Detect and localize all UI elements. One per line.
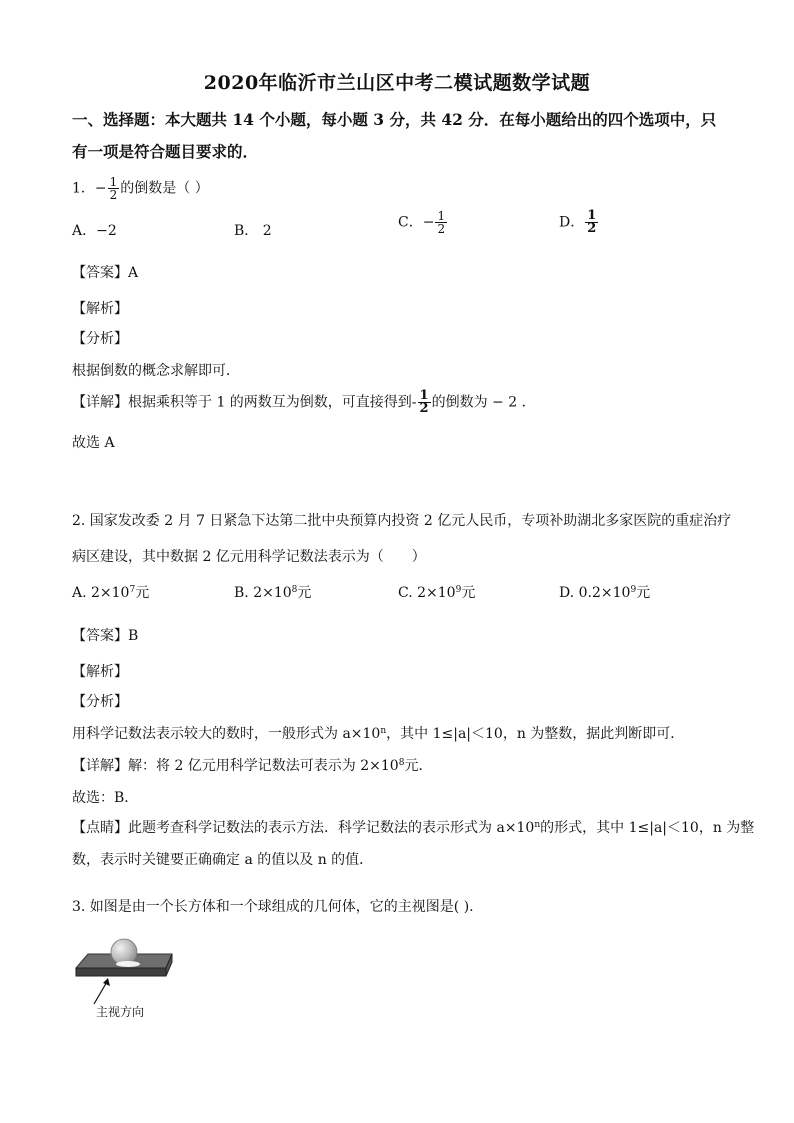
q2-option-d-unit: 元	[636, 585, 651, 601]
q1-option-a: A．−2	[72, 223, 117, 239]
q1-option-d-numerator: 1	[587, 208, 597, 223]
q1-stem-text: 的倒数是（ ）	[120, 180, 209, 197]
q2-comment-post: 的形式，其中 1≤|a|＜10，n 为整	[540, 820, 755, 836]
q2-option-d	[559, 582, 650, 602]
q1-fenxi-text: 根据倒数的概念求解即可．	[72, 363, 240, 379]
section-heading-line2: 有一项是符合题目要求的．	[72, 142, 259, 161]
q2-option-a-unit: 元	[135, 585, 150, 601]
q2-answer: 【答案】B	[72, 628, 139, 644]
q2-option-b-exponent: 8	[291, 585, 298, 595]
q2-stem-line2: 病区建设，其中数据 2 亿元用科学记数法表示为（ ）	[72, 549, 426, 565]
q1-frac-numerator: 1	[109, 175, 118, 189]
q1-option-c-sign: −	[422, 214, 435, 231]
sphere-contact-highlight	[116, 961, 140, 967]
q2-option-b-base: B. 2×10	[234, 585, 292, 601]
q1-option-d-fraction	[585, 210, 598, 235]
q1-sign: −	[94, 180, 107, 197]
q1-option-c-denominator: 2	[437, 222, 446, 236]
slab-front-face	[76, 968, 166, 976]
page-title: 2020年临沂市兰山区中考二模试题数学试题	[203, 72, 591, 94]
q2-fenxi-post: ，其中 1≤|a|＜10，n 为整数，据此判断即可．	[386, 726, 685, 742]
q1-number: 1．	[72, 180, 95, 197]
q1-option-c-numerator: 1	[437, 209, 446, 223]
q1-detail-tail: 的倒数为 − 2 ．	[431, 394, 536, 411]
q2-option-b-unit: 元	[297, 585, 312, 601]
q1-detail-fraction	[418, 390, 431, 415]
q1-detail-text: 【详解】根据乘积等于 1 的两数互为倒数，可直接得到-	[72, 394, 417, 411]
q2-option-d-exponent: 9	[630, 585, 637, 595]
q2-detail-exponent: 8	[398, 758, 405, 768]
sphere-shape	[111, 939, 137, 965]
q2-comment-line2: 数，表示时关键要正确确定 a 的值以及 n 的值．	[72, 852, 374, 868]
q1-option-d-label: D．	[559, 214, 585, 231]
q2-comment-exponent: n	[534, 820, 541, 830]
q2-comment-pre: 【点睛】此题考查科学记数法的表示方法．科学记数法的表示形式为 a×10	[72, 820, 535, 836]
q2-option-c-unit: 元	[461, 585, 476, 601]
q2-detail-pre: 【详解】解：将 2 亿元用科学记数法可表示为 2×10	[72, 758, 399, 774]
q1-stem	[72, 176, 209, 201]
q1-option-b: B． 2	[234, 223, 272, 239]
q1-option-c	[398, 210, 448, 235]
q1-detail-denominator: 2	[419, 401, 429, 416]
q1-option-d	[559, 210, 599, 235]
q2-option-b	[234, 582, 311, 602]
q1-detail	[72, 390, 536, 415]
q3-stem: 3. 如图是由一个长方体和一个球组成的几何体，它的主视图是( ).	[72, 899, 474, 915]
q1-option-d-denominator: 2	[587, 221, 597, 236]
q2-conclusion: 故选：B．	[72, 790, 139, 806]
q2-option-d-base: D. 0.2×10	[559, 585, 631, 601]
arrow-head	[103, 978, 110, 986]
q2-fenxi-text	[72, 723, 684, 743]
q1-frac-denominator: 2	[109, 188, 118, 202]
q2-detail	[72, 755, 432, 775]
q2-option-c-exponent: 9	[455, 585, 462, 595]
q2-option-a	[72, 582, 149, 602]
q1-option-c-label: C．	[398, 214, 423, 231]
q1-detail-numerator: 1	[419, 388, 429, 403]
q3-figure	[70, 930, 182, 1022]
q2-option-c-base: C. 2×10	[398, 585, 456, 601]
q2-analysis-heading: 【解析】	[72, 664, 128, 680]
q2-detail-post: 元．	[404, 758, 433, 774]
section-heading-line1: 一、选择题：本大题共 14 个小题，每小题 3 分，共 42 分．在每小题给出的四个选项中，只	[72, 110, 717, 129]
q2-fenxi-pre: 用科学记数法表示较大的数时，一般形式为 a×10	[72, 726, 381, 742]
q2-option-a-exponent: 7	[129, 585, 136, 595]
q1-fenxi-heading: 【分析】	[72, 331, 128, 347]
q2-comment-line1	[72, 817, 754, 837]
q2-fenxi-exponent: n	[380, 726, 387, 736]
q1-conclusion: 故选 A	[72, 435, 115, 451]
q2-fenxi-heading: 【分析】	[72, 694, 128, 710]
q1-option-c-fraction	[435, 210, 447, 235]
q1-answer: 【答案】A	[72, 265, 139, 281]
q2-option-a-base: A. 2×10	[72, 585, 130, 601]
q1-analysis-heading: 【解析】	[72, 301, 128, 317]
figure-label: 主视方向	[96, 1005, 145, 1019]
q1-fraction	[108, 176, 120, 201]
q2-option-c	[398, 582, 475, 602]
q2-stem-line1: 2. 国家发改委 2 月 7 日紧急下达第二批中央预算内投资 2 亿元人民币，专项补助湖北多家医院的重症治疗	[72, 513, 732, 529]
